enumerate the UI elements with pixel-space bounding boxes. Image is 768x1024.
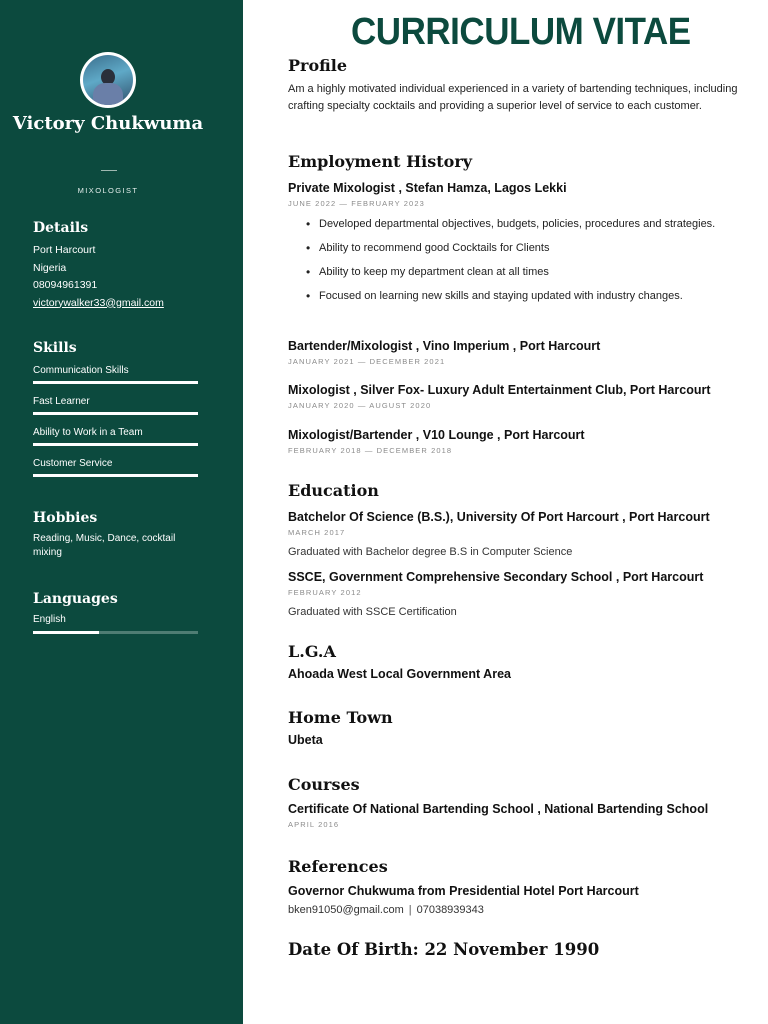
sidebar — [0, 0, 243, 1024]
skills-heading: Skills — [33, 340, 77, 356]
course-date: APRIL 2016 — [288, 820, 340, 829]
job-date: JANUARY 2021 — DECEMBER 2021 — [288, 357, 446, 366]
course-title: Certificate Of National Bartending School , National Bartending School — [288, 802, 709, 816]
profile-photo — [83, 55, 133, 105]
job-bullets — [288, 216, 748, 305]
reference-separator: | — [408, 904, 412, 916]
skill-item — [33, 426, 203, 457]
list-item: • Focused on learning new skills and staying updated with industry changes. — [319, 288, 748, 305]
languages-section — [33, 591, 203, 634]
details-country: Nigeria — [33, 261, 67, 274]
list-item: • Developed departmental objectives, budgets, policies, procedures and strategies. — [319, 216, 748, 233]
reference-phone: 07038939343 — [416, 904, 484, 916]
details-phone: 08094961391 — [33, 279, 98, 291]
skill-item — [33, 395, 203, 426]
details-section — [33, 220, 203, 312]
reference-contact — [288, 902, 748, 918]
skill-bar — [33, 412, 198, 415]
list-item: • Ability to recommend good Cocktails for Clients — [319, 240, 748, 257]
skill-label: Fast Learner — [33, 396, 90, 407]
hobbies-heading: Hobbies — [33, 510, 98, 526]
list-item: • Ability to keep my department clean at all times — [319, 264, 748, 281]
job-entry — [288, 180, 748, 305]
profile-section — [288, 56, 748, 115]
courses-section — [288, 775, 748, 831]
courses-heading: Courses — [288, 775, 360, 794]
details-heading: Details — [33, 220, 89, 236]
education-entry — [288, 509, 748, 560]
job-date: JANUARY 2020 — AUGUST 2020 — [288, 401, 432, 410]
job-entry — [288, 338, 748, 368]
skill-item — [33, 364, 203, 395]
details-city: Port Harcourt — [33, 244, 96, 256]
education-date: MARCH 2017 — [288, 528, 346, 537]
education-entry — [288, 569, 748, 620]
education-section — [288, 481, 748, 620]
education-note: Graduated with Bachelor degree B.S in Computer Science — [288, 546, 573, 558]
skill-bar — [33, 381, 198, 384]
hometown-value: Ubeta — [288, 733, 323, 747]
skill-label: Communication Skills — [33, 365, 129, 376]
hometown-section — [288, 708, 748, 747]
lga-section — [288, 642, 748, 681]
skill-bar — [33, 443, 198, 446]
job-title: MIXOLOGIST — [77, 186, 139, 195]
job-title: Bartender/Mixologist , Vino Imperium , Port Harcourt — [288, 339, 601, 353]
person-name: Victory Chukwuma — [12, 113, 204, 134]
job-date: JUNE 2022 — FEBRUARY 2023 — [288, 199, 425, 208]
language-bar — [33, 631, 198, 634]
skill-item — [33, 457, 203, 488]
lga-value: Ahoada West Local Government Area — [288, 667, 511, 681]
cv-title: CURRICULUM VITAE — [351, 11, 691, 53]
job-title: Mixologist , Silver Fox- Luxury Adult Entertainment Club, Port Harcourt — [288, 383, 711, 397]
skill-label: Ability to Work in a Team — [33, 427, 143, 438]
hobbies-section — [33, 510, 203, 560]
languages-heading: Languages — [33, 591, 118, 607]
job-title: Mixologist/Bartender , V10 Lounge , Port Harcourt — [288, 428, 585, 442]
skill-bar — [33, 474, 198, 477]
education-title: Batchelor Of Science (B.S.), University Of Port Harcourt , Port Harcourt — [288, 510, 710, 524]
hobbies-text: Reading, Music, Dance, cocktail mixing — [33, 533, 176, 558]
job-entry — [288, 427, 748, 457]
profile-heading: Profile — [288, 56, 348, 75]
education-title: SSCE, Government Comprehensive Secondary School , Port Harcourt — [288, 570, 704, 584]
employment-section — [288, 152, 748, 312]
job-entry — [288, 382, 748, 412]
language-label: English — [33, 614, 66, 625]
reference-name: Governor Chukwuma from Presidential Hotel Port Harcourt — [288, 884, 639, 898]
education-heading: Education — [288, 481, 379, 500]
job-date: FEBRUARY 2018 — DECEMBER 2018 — [288, 446, 453, 455]
reference-email[interactable]: bken91050@gmail.com — [288, 904, 404, 916]
skill-label: Customer Service — [33, 458, 113, 469]
job-title: Private Mixologist , Stefan Hamza, Lagos Lekki — [288, 181, 567, 195]
details-email-link[interactable]: victorywalker33@gmail.com — [33, 296, 164, 309]
references-heading: References — [288, 857, 388, 876]
hometown-heading: Home Town — [288, 708, 393, 727]
name-divider — [101, 170, 117, 171]
lga-heading: L.G.A — [288, 642, 336, 661]
references-section — [288, 857, 748, 918]
education-date: FEBRUARY 2012 — [288, 588, 362, 597]
profile-text: Am a highly motivated individual experienced in a variety of bartending techniques, including crafting specialty cocktails and providing a superior level of service to each customer. — [288, 83, 738, 112]
avatar — [80, 52, 136, 108]
employment-heading: Employment History — [288, 152, 473, 171]
date-of-birth: Date Of Birth: 22 November 1990 — [288, 940, 600, 959]
education-note: Graduated with SSCE Certification — [288, 606, 457, 618]
skills-section — [33, 340, 203, 488]
dob-section — [288, 940, 748, 959]
